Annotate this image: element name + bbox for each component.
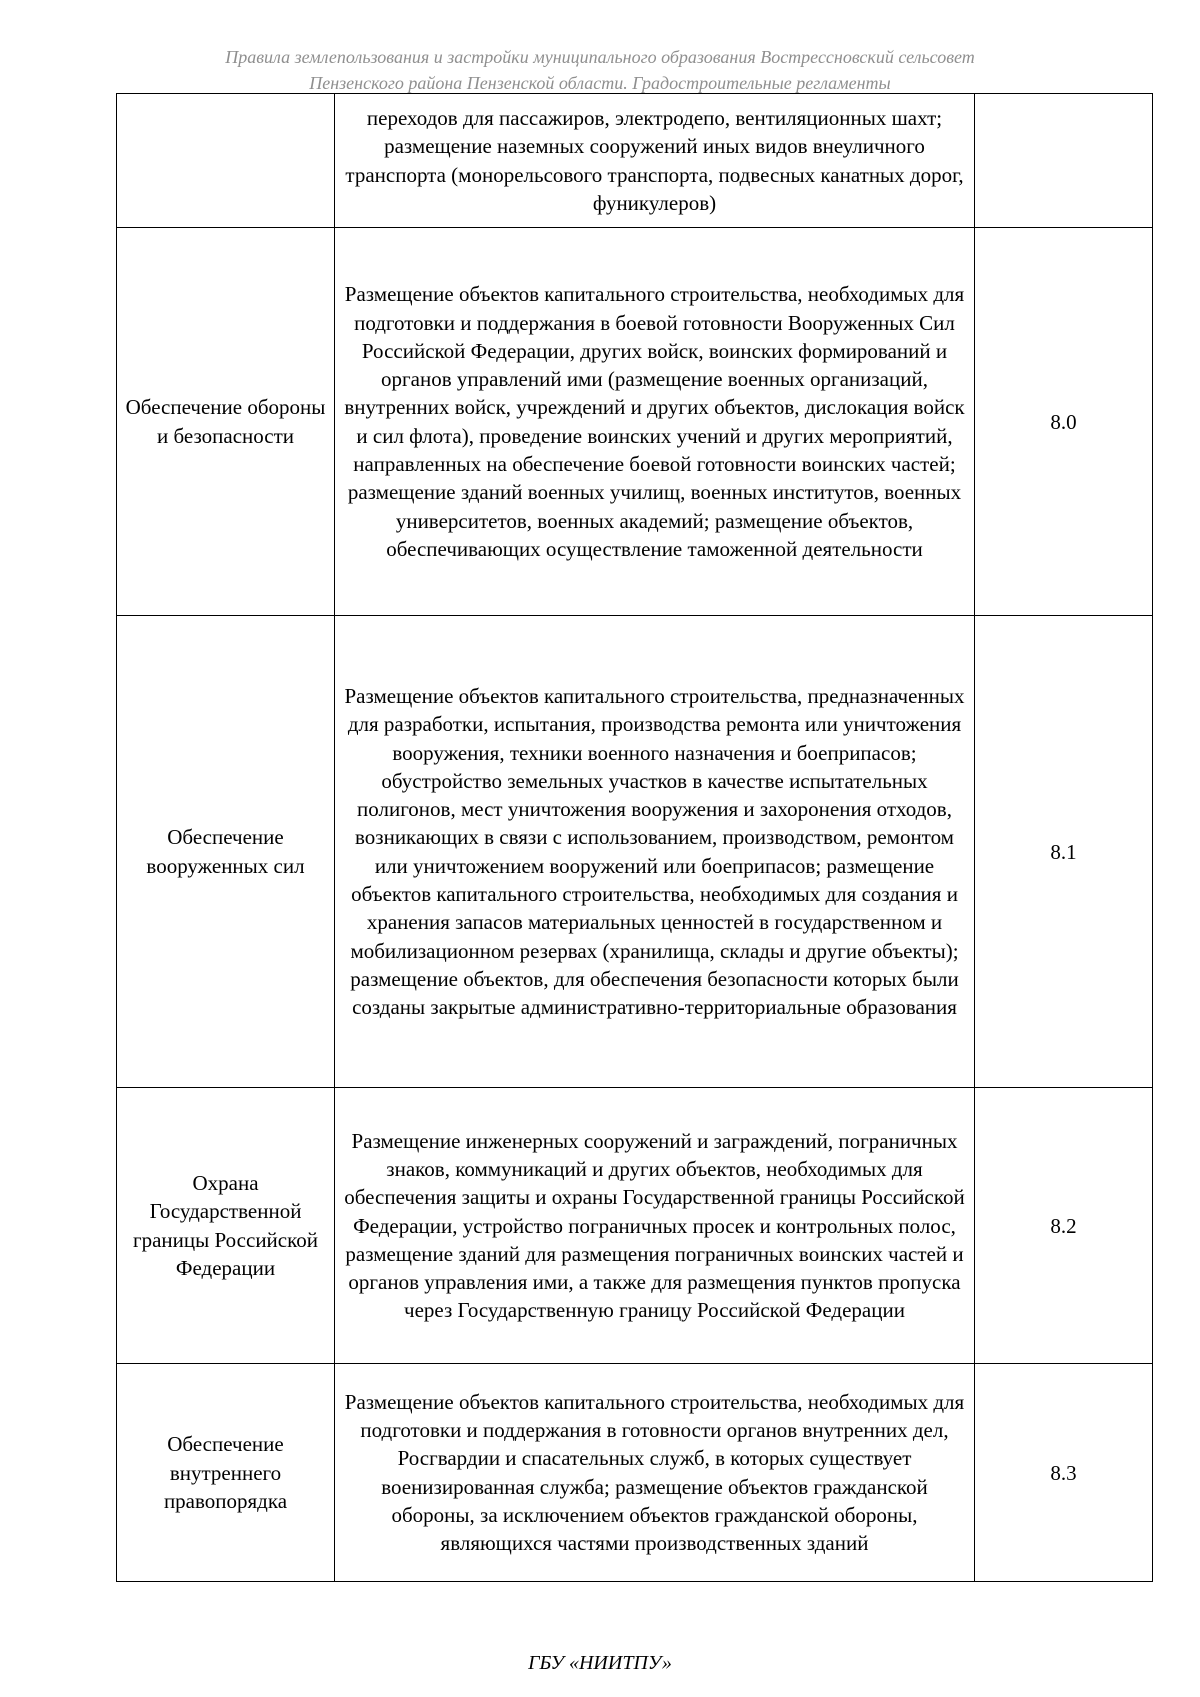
land-use-code-cell: 8.2: [975, 1088, 1153, 1364]
land-use-description-cell: Размещение объектов капитального строительства, предназначенных для разработки, испытания, производства ремонта или уничтожения вооружения, техники военного назначения и боеприпасов; обустройство земельных участков в качестве испытательных полигонов, мест уничтожения вооружения и захоронения отходов, возникающих в связи с использованием, производством, ремонтом или уничтожением вооружений или боеприпасов; размещение объектов капитального строительства, необходимых для создания и хранения запасов материальных ценностей в государственном и мобилизационном резервах (хранилища, склады и другие объекты); размещение объектов, для обеспечения безопасности которых были созданы закрытые административно-территориальные образования: [335, 616, 975, 1088]
land-use-description-cell: Размещение объектов капитального строительства, необходимых для подготовки и поддержания в готовности органов внутренних дел, Росгвардии и спасательных служб, в которых существует военизированная служба; размещение объектов гражданской обороны, за исключением объектов гражданской обороны, являющихся частями производственных зданий: [335, 1364, 975, 1582]
land-use-code-cell: 8.3: [975, 1364, 1153, 1582]
land-use-code-cell: 8.1: [975, 616, 1153, 1088]
land-use-description-cell: Размещение инженерных сооружений и заграждений, пограничных знаков, коммуникаций и других объектов, необходимых для обеспечения защиты и охраны Государственной границы Российской Федерации, устройство пограничных просек и контрольных полос, размещение зданий для размещения пограничных воинских частей и органов управления ими, а также для размещения пунктов пропуска через Государственную границу Российской Федерации: [335, 1088, 975, 1364]
land-use-name-cell: Обеспечение вооруженных сил: [117, 616, 335, 1088]
land-use-name-cell: Охрана Государственной границы Российской Федерации: [117, 1088, 335, 1364]
table-row: [117, 1088, 1153, 1364]
land-use-description-cell: переходов для пассажиров, электродепо, вентиляционных шахт; размещение наземных сооружений иных видов внеуличного транспорта (монорельсового транспорта, подвесных канатных дорог, фуникулеров): [335, 94, 975, 228]
land-use-name-cell: Обеспечение внутреннего правопорядка: [117, 1364, 335, 1582]
regulations-table: [116, 93, 1153, 1582]
land-use-code-cell: [975, 94, 1153, 228]
header-line-1: Правила землепользования и застройки муниципального образования Вострессновский сельсовет: [225, 47, 975, 67]
land-use-code-cell: 8.0: [975, 228, 1153, 616]
page-header: [0, 44, 1200, 96]
header-line-2: Пензенского района Пензенской области. Градостроительные регламенты: [309, 73, 891, 93]
land-use-name-cell: [117, 94, 335, 228]
page-footer: ГБУ «НИИТПУ»: [528, 1652, 672, 1674]
table-row: [117, 616, 1153, 1088]
table-row: [117, 94, 1153, 228]
table-row: [117, 228, 1153, 616]
table-row: [117, 1364, 1153, 1582]
land-use-description-cell: Размещение объектов капитального строительства, необходимых для подготовки и поддержания в боевой готовности Вооруженных Сил Российской Федерации, других войск, воинских формирований и органов управлений ими (размещение военных организаций, внутренних войск, учреждений и других объектов, дислокация войск и сил флота), проведение воинских учений и других мероприятий, направленных на обеспечение боевой готовности воинских частей; размещение зданий военных училищ, военных институтов, военных университетов, военных академий; размещение объектов, обеспечивающих осуществление таможенной деятельности: [335, 228, 975, 616]
land-use-name-cell: Обеспечение обороны и безопасности: [117, 228, 335, 616]
